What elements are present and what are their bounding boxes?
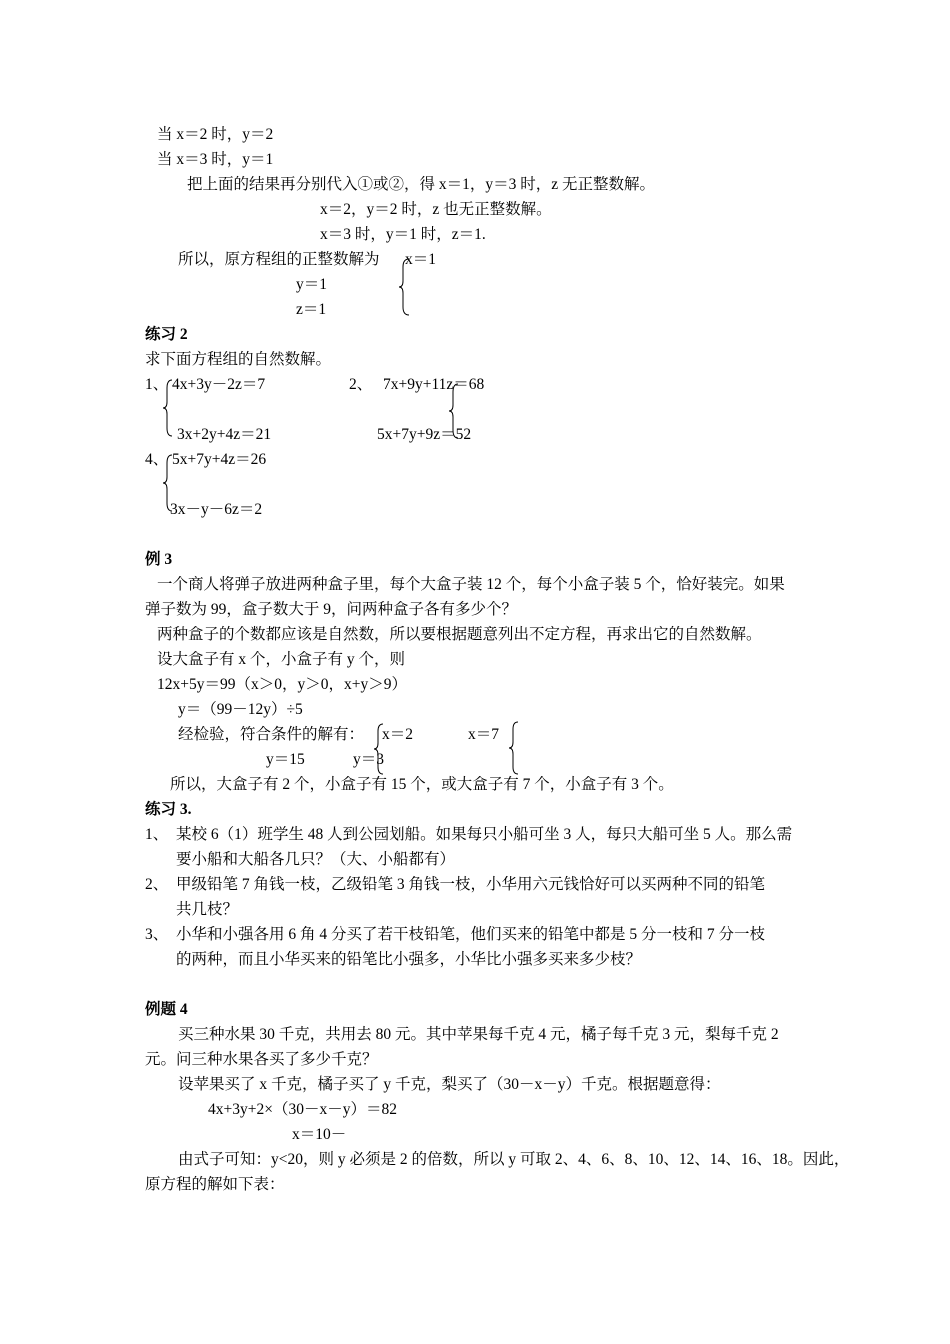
brace-icon [398,257,412,317]
brace-icon [508,720,520,776]
brace-icon [448,382,460,440]
example-4-table-intro: 原方程的解如下表： [145,1176,285,1193]
example-3-equation: 12x+5y＝99（x＞0，y＞0，x+y＞9） [157,676,407,693]
problem-4-number: 4、 [145,451,169,468]
problem-2-eq-b: 5x+7y+9z＝52 [377,426,472,443]
problem-1-eq-b: 3x+2y+4z＝21 [177,426,272,443]
case-x2: 当 x＝2 时，y＝2 [157,126,274,143]
question-3-text-cont: 的两种，而且小华买来的铅笔比小强多，小华比小强多买来多少枝？ [176,951,642,968]
question-3-number: 3、 [145,926,169,943]
example-3-y-expr: y＝（99－12y）÷5 [178,701,303,718]
problem-1-eq-a: 4x+3y－2z＝7 [172,376,266,393]
example-4-let: 设苹果买了 x 千克，橘子买了 y 千克，梨买了（30－x－y）千克。根据题意得： [178,1076,721,1093]
example-4-heading: 例题 4 [145,1001,188,1018]
result-line-2: x＝2，y＝2 时，z 也无正整数解。 [320,201,552,218]
solution-1-y: y＝15 [266,751,305,768]
problem-1-number: 1、 [145,376,169,393]
result-line-3: x＝3 时，y＝1 时，z＝1. [320,226,486,243]
substitute-line: 把上面的结果再分别代入①或②，得 x＝1，y＝3 时，z 无正整数解。 [187,176,656,193]
problem-4-eq-b: 3x－y－6z＝2 [170,501,263,518]
example-3-analysis: 两种盒子的个数都应该是自然数，所以要根据题意列出不定方程，再求出它的自然数解。 [157,626,762,643]
example-4-equation: 4x+3y+2×（30－x－y）＝82 [208,1101,397,1118]
solution-x: x＝1 [405,251,437,268]
brace-icon [373,722,385,776]
question-2-text: 甲级铅笔 7 角钱一枝，乙级铅笔 3 角钱一枝，小华用六元钱恰好可以买两种不同的铅笔 [176,876,766,893]
example-3-problem: 一个商人将弹子放进两种盒子里，每个大盒子装 12 个，每个小盒子装 5 个，恰好装完。如果 [157,576,785,593]
problem-2-number: 2、 [349,376,373,393]
solution-2-y: y＝3 [353,751,385,768]
example-3-heading: 例 3 [145,551,173,568]
conclusion-label: 所以，原方程组的正整数解为 [178,251,380,268]
case-x3: 当 x＝3 时，y＝1 [157,151,274,168]
question-2-text-cont: 共几枝？ [176,901,239,918]
question-2-number: 2、 [145,876,169,893]
example-4-x-expr: x＝10－ [292,1126,347,1143]
practice-2-intro: 求下面方程组的自然数解。 [145,351,332,368]
question-3-text: 小华和小强各用 6 角 4 分买了若干枝铅笔，他们买来的铅笔中都是 5 分一枝和 7 分一枝 [176,926,766,943]
solution-2-x: x＝7 [468,726,500,743]
example-4-reasoning: 由式子可知：y<20，则 y 必须是 2 的倍数，所以 y 可取 2、4、6、8、10、12、14、16、18。因此， [178,1151,850,1168]
problem-4-eq-a: 5x+7y+4z＝26 [172,451,267,468]
solution-z: z＝1 [296,301,327,318]
question-1-number: 1、 [145,826,169,843]
example-4-problem: 买三种水果 30 千克，共用去 80 元。其中苹果每千克 4 元，橘子每千克 3 元，梨每千克 2 [178,1026,779,1043]
brace-icon [162,378,174,438]
example-3-check: 经检验，符合条件的解有： [178,726,365,743]
example-4-problem-cont: 元。问三种水果各买了多少千克？ [145,1051,378,1068]
example-3-problem-cont: 弹子数为 99，盒子数大于 9，问两种盒子各有多少个？ [145,601,518,618]
solution-1-x: x＝2 [382,726,414,743]
practice-2-heading: 练习 2 [145,326,188,343]
question-1-text-cont: 要小船和大船各几只？（大、小船都有） [176,851,456,868]
problem-2-eq-a: 7x+9y+11z＝68 [383,376,485,393]
practice-3-heading: 练习 3. [145,801,192,818]
solution-y: y＝1 [296,276,328,293]
brace-icon [162,453,174,513]
example-3-let: 设大盒子有 x 个，小盒子有 y 个，则 [157,651,406,668]
example-3-answer: 所以，大盒子有 2 个，小盒子有 15 个，或大盒子有 7 个，小盒子有 3 个。 [170,776,674,793]
question-1-text: 某校 6（1）班学生 48 人到公园划船。如果每只小船可坐 3 人，每只大船可坐 5 人。那么需 [176,826,793,843]
